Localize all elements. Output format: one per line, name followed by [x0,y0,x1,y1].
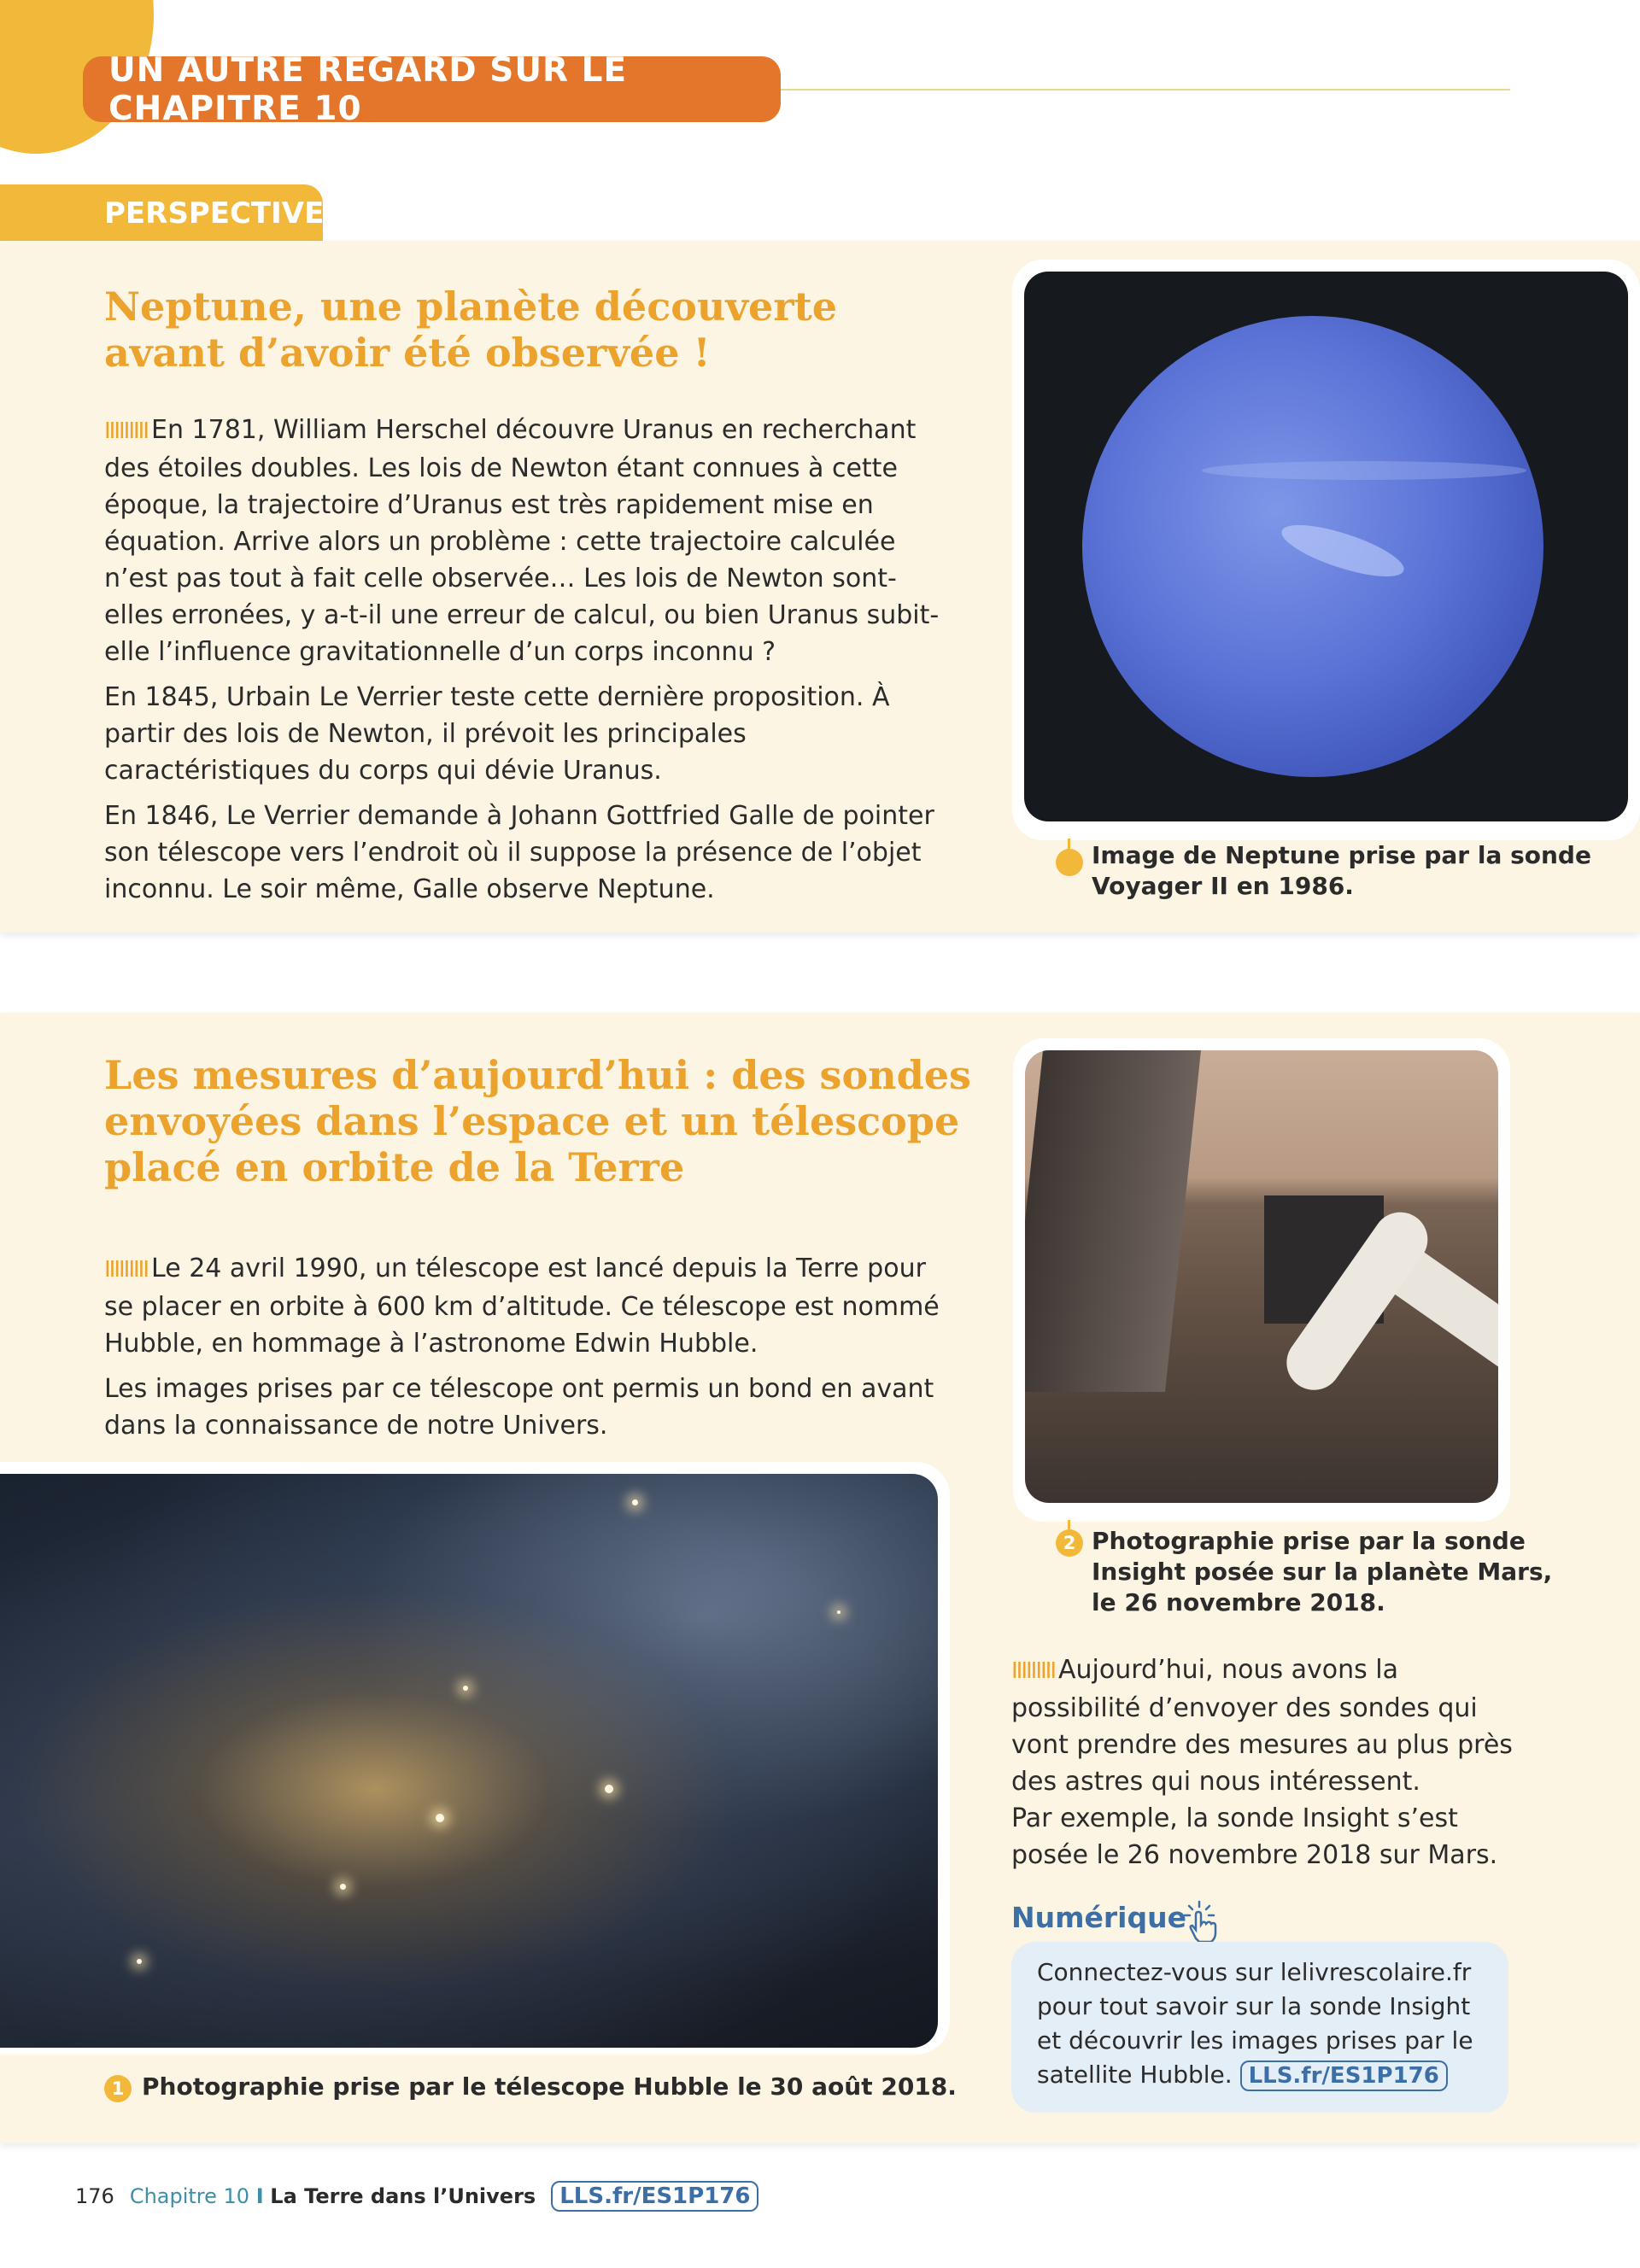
page-footer [75,2181,758,2212]
lander-panel [1025,1050,1201,1392]
paragraph-ticks-marker: IIIIIIIII [104,418,149,444]
footer-link[interactable]: LLS.fr/ES1P176 [551,2181,758,2212]
star [837,1610,840,1614]
paragraph-ticks-marker: IIIIIIIII [1011,1658,1056,1684]
perspective-tab-label: PERSPECTIVE [104,196,325,231]
star [137,1959,142,1964]
page-number: 176 [75,2184,114,2208]
hubble-intro-paragraph-2: Les images prises par ce télescope ont permis un bond en avant dans la connaissance de notre Univers. [104,1374,934,1441]
hubble-caption: Photographie prise par le télescope Hubble le 30 août 2018. [142,2072,957,2101]
neptune-paragraph-1: IIIIIIIII En 1781, William Herschel découvre Uranus en recherchant des étoiles doubles. Les lois de Newton étant connues à cette époque, la trajectoire d’Uranus est très rapidement mise en équation. Arrive alors un problème : cette trajectoire calculée n’est pas tout à fait celle observée… Les lois de Newton sont-elles erronées, y a-t-il une erreur de calcul, ou bien Uranus subit-elle l’influence gravitationnelle d’un corps inconnu ? [104,415,940,667]
chapter-banner-title: UN AUTRE REGARD SUR LE CHAPITRE 10 [108,50,628,128]
measures-heading: Les mesures d’aujourd’hui : des sondes envoyées dans l’espace et un télescope placé en orbite de la Terre [104,1052,971,1190]
neptune-paragraph-3: En 1846, Le Verrier demande à Johann Gottfried Galle de pointer son télescope vers l’endroit où il suppose la présence de l’objet inconnu. Le soir même, Galle observe Neptune. [104,801,934,904]
footer-chapter: Chapitre 10 I La Terre dans l’Univers [129,2184,536,2208]
neptune-panel [0,241,1640,932]
numerique-text: Connectez-vous sur lelivrescolaire.fr pour tout savoir sur la sonde Insight et découvrir les images prises par le satellite Hubble. [1037,1958,1473,2089]
neptune-heading-line1: Neptune, une planète découverte [104,284,838,330]
hubble-nebula-image [0,1474,938,2048]
neptune-dark-spot [1276,515,1409,587]
neptune-planet-disc [1082,316,1543,777]
star [463,1686,468,1691]
probes-paragraph-2: Par exemple, la sonde Insight s’est posée le 26 novembre 2018 sur Mars. [1011,1803,1498,1870]
numerique-link[interactable]: LLS.fr/ES1P176 [1240,2060,1448,2091]
perspective-tab [0,184,323,242]
hubble-intro-paragraph-1: IIIIIIIII Le 24 avril 1990, un télescope est lancé depuis la Terre pour se placer en orbite à 600 km d’altitude. Ce télescope est nommé Hubble, en hommage à l’astronome Edwin Hubble. [104,1254,940,1359]
pointer-hand-icon [1177,1899,1223,1945]
star [605,1785,613,1793]
doc2-number-badge: 2 [1056,1529,1083,1557]
star [436,1814,444,1822]
neptune-cloud-band [1202,461,1526,480]
neptune-caption: Image de Neptune prise par la sonde Voyager II en 1986. [1092,841,1591,900]
chapter-banner [83,50,781,128]
star [632,1499,638,1505]
paragraph-ticks-marker: IIIIIIIII [104,1257,149,1283]
numerique-title: Numérique [1011,1901,1186,1934]
neptune-heading [104,284,958,376]
insight-caption: Photographie prise par la sonde Insight posée sur la planète Mars, le 26 novembre 2018. [1092,1527,1553,1616]
star [340,1884,346,1890]
neptune-heading-line2: avant d’avoir été observée ! [104,330,711,376]
probes-text [1011,1651,1524,1873]
neptune-image [1024,272,1628,821]
hubble-intro-text [104,1250,958,1453]
doc1-number-badge: 1 [104,2075,132,2102]
footer-chapter-title: La Terre dans l’Univers [270,2184,536,2208]
footer-separator: I [255,2184,264,2208]
probes-paragraph-1: IIIIIIIII Aujourd’hui, nous avons la possibilité d’envoyer des sondes qui vont prendre des mesures au plus près des astres qui nous intéressent. [1011,1655,1513,1797]
neptune-text [104,412,950,916]
neptune-paragraph-2: En 1845, Urbain Le Verrier teste cette dernière proposition. À partir des lois de Newton, il prévoit les principales caractéristiques du corps qui dévie Uranus. [104,682,890,786]
banner-rule [781,89,1510,91]
numerique-box [1011,1942,1508,2113]
caption-marker [1056,849,1083,876]
insight-mars-image [1025,1050,1498,1503]
